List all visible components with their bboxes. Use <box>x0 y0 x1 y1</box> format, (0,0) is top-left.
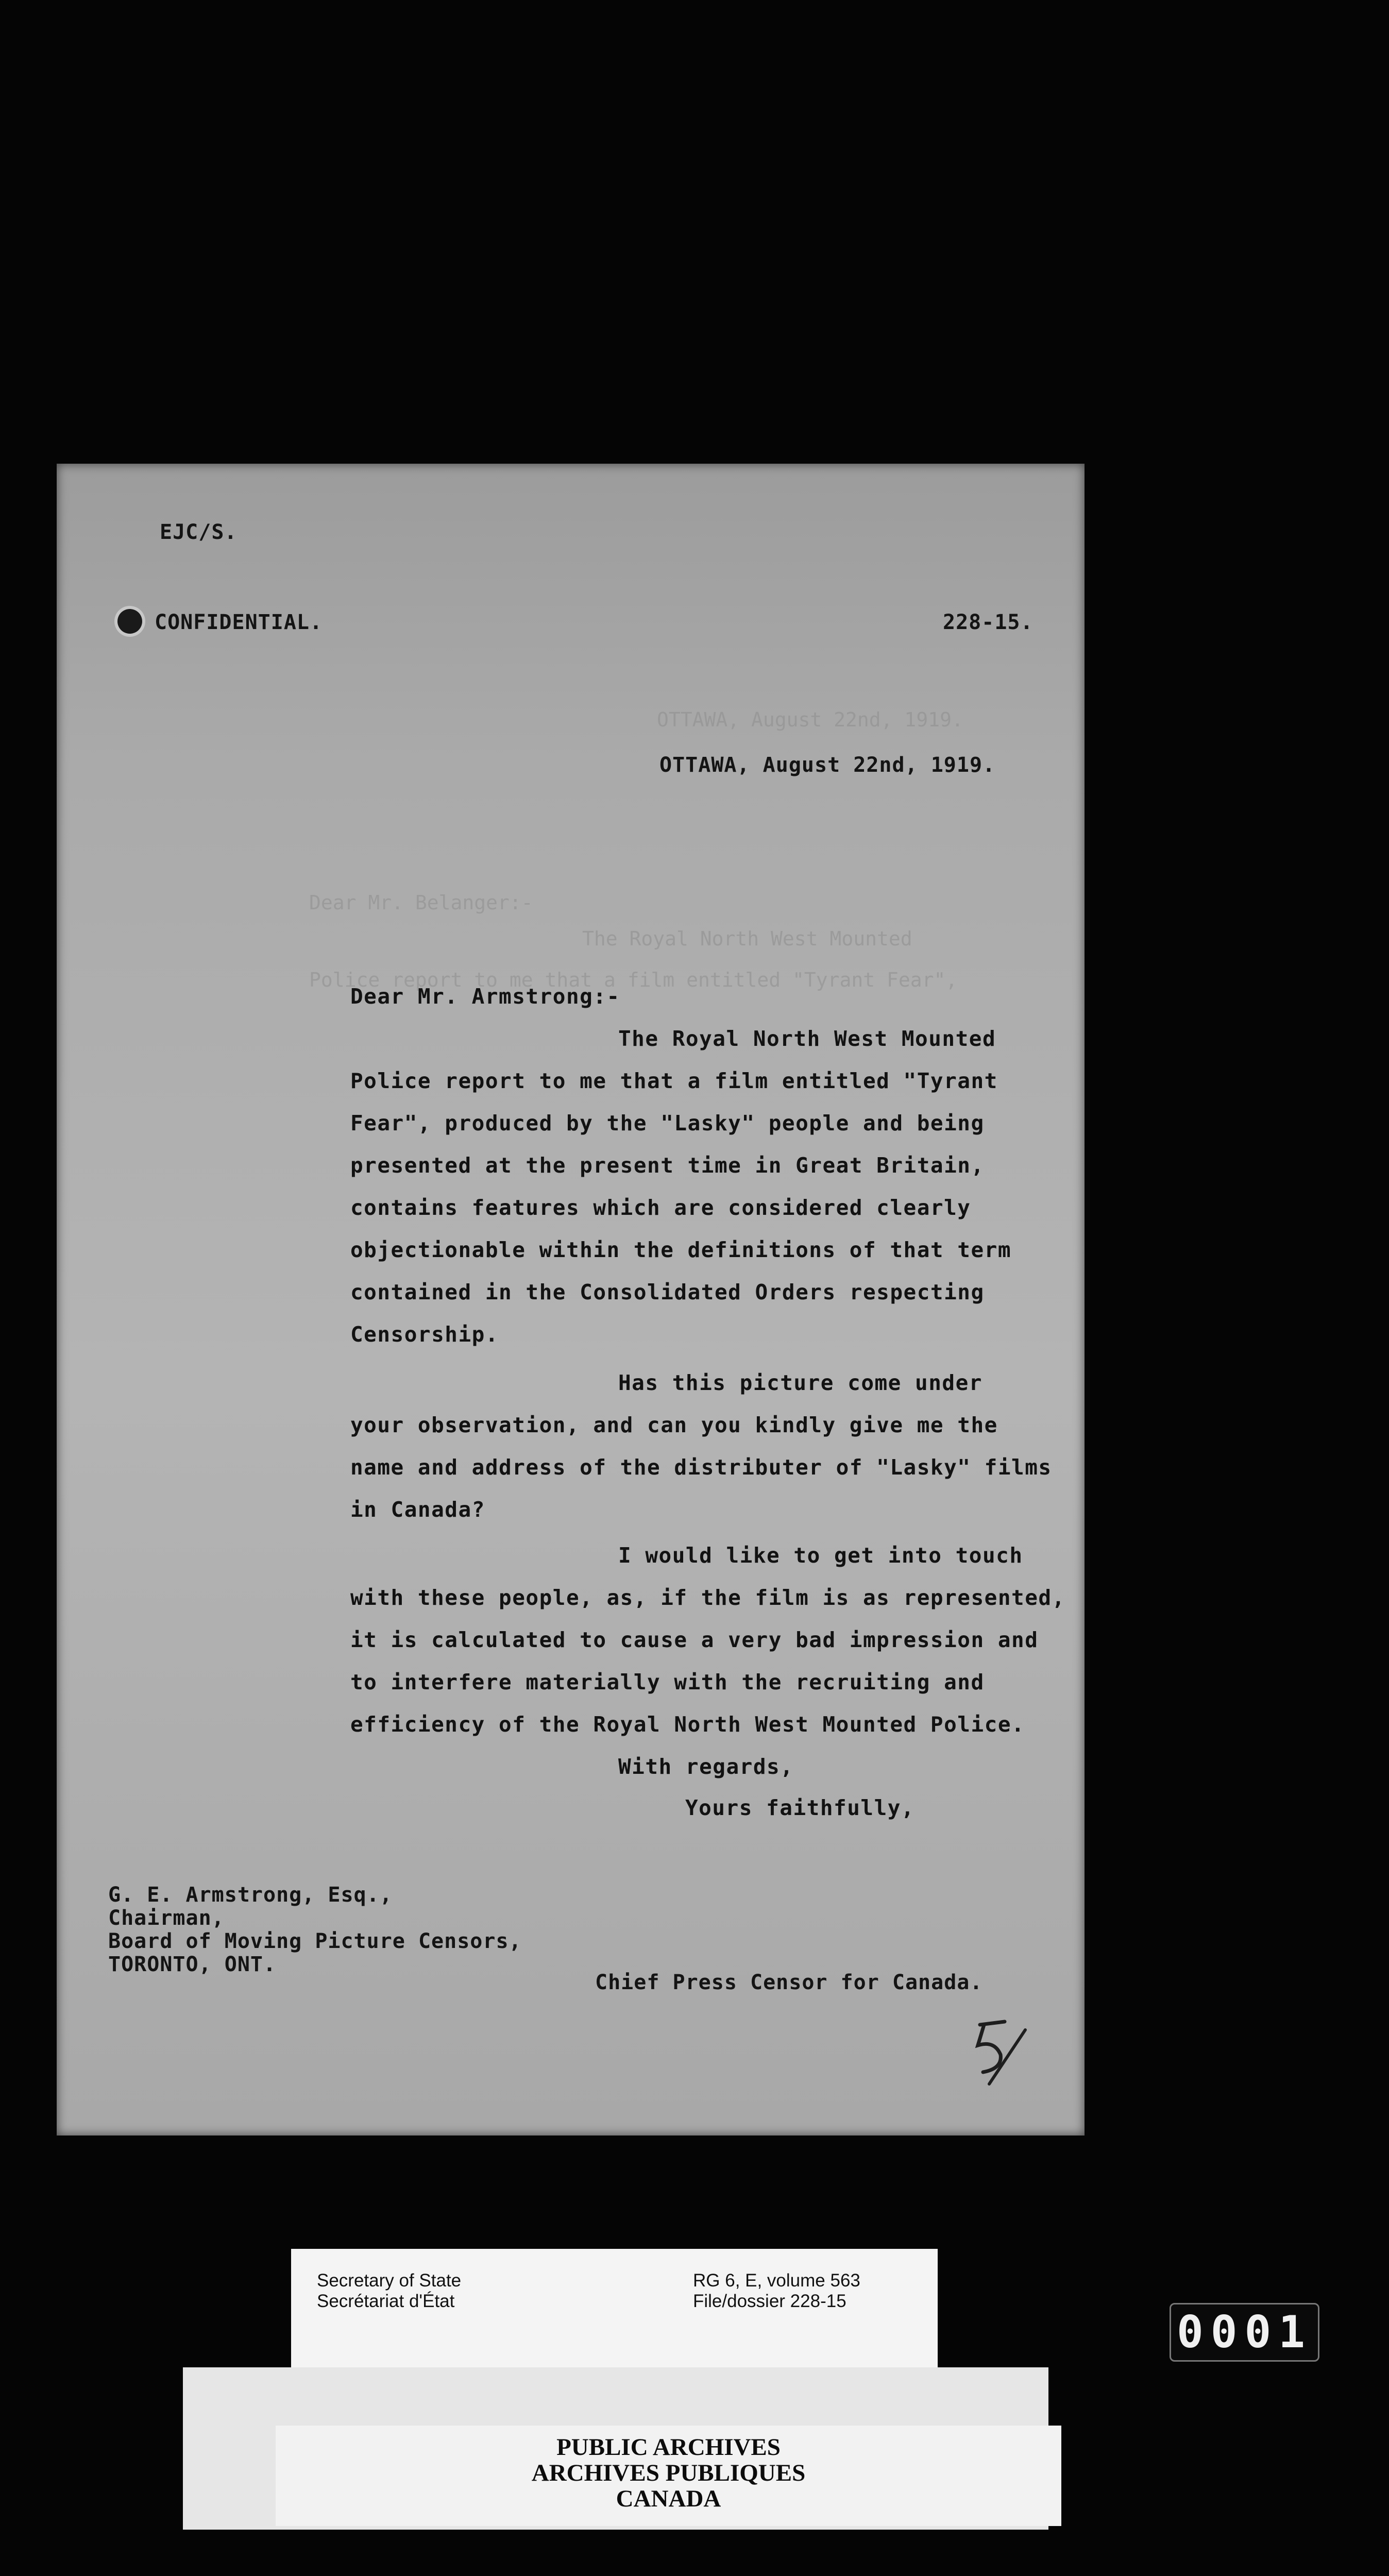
recipient-board: Board of Moving Picture Censors, <box>108 1929 522 1953</box>
letter-date: OTTAWA, August 22nd, 1919. <box>659 753 996 777</box>
body-line: The Royal North West Mounted <box>618 1026 996 1051</box>
classification-label: CONFIDENTIAL. <box>155 611 323 634</box>
body-line: contained in the Consolidated Orders respecting <box>350 1280 985 1304</box>
file-number: 228-15. <box>943 611 1034 634</box>
body-line: name and address of the distributer of "Lasky" films <box>350 1455 1052 1480</box>
body-line: in Canada? <box>350 1497 485 1522</box>
file-dossier: File/dossier 228-15 <box>693 2291 846 2311</box>
letter-page <box>57 464 1085 2136</box>
reference-initials: EJC/S. <box>160 520 238 544</box>
body-line: Has this picture come under <box>618 1370 983 1395</box>
department-en: Secretary of State <box>317 2270 462 2291</box>
body-line: it is calculated to cause a very bad impression and <box>350 1628 1039 1652</box>
body-line: Police report to me that a film entitled "Tyrant <box>350 1069 998 1093</box>
body-line: your observation, and can you kindly give me the <box>350 1413 998 1437</box>
body-line: presented at the present time in Great Britain, <box>350 1153 985 1178</box>
bleed-through-text: Police report to me that a film entitled "Tyrant Fear", <box>309 969 958 991</box>
bleed-through-text: The Royal North West Mounted <box>582 927 912 950</box>
archive-line-3: CANADA <box>616 2485 721 2512</box>
body-line: contains features which are considered clearly <box>350 1195 971 1220</box>
frame-counter-value: 0001 <box>1176 2307 1313 2358</box>
recipient-title: Chairman, <box>108 1906 225 1930</box>
body-line: with these people, as, if the film is as represented, <box>350 1585 1065 1610</box>
body-line: efficiency of the Royal North West Mounted Police. <box>350 1712 1025 1737</box>
body-line: objectionable within the definitions of that term <box>350 1238 1012 1262</box>
bleed-through-text: OTTAWA, August 22nd, 1919. <box>657 708 963 731</box>
signature-title: Chief Press Censor for Canada. <box>595 1971 983 1994</box>
record-group: RG 6, E, volume 563 <box>693 2270 860 2291</box>
closing-regards: With regards, <box>618 1754 794 1779</box>
body-line: Fear", produced by the "Lasky" people and being <box>350 1111 985 1136</box>
punch-hole <box>117 609 142 634</box>
body-line: to interfere materially with the recruiting and <box>350 1670 985 1694</box>
body-line: Censorship. <box>350 1322 499 1347</box>
archive-line-2: ARCHIVES PUBLIQUES <box>531 2460 806 2486</box>
salutation: Dear Mr. Armstrong:- <box>350 984 620 1009</box>
department-fr: Secrétariat d'État <box>317 2291 455 2311</box>
archive-line-1: PUBLIC ARCHIVES <box>556 2434 781 2461</box>
bleed-through-text: Dear Mr. Belanger:- <box>309 891 533 914</box>
frame-counter <box>1170 2303 1319 2362</box>
closing-faithfully: Yours faithfully, <box>685 1795 915 1820</box>
archive-label <box>276 2426 1061 2526</box>
handwritten-page-mark <box>969 2014 1036 2087</box>
recipient-name: G. E. Armstrong, Esq., <box>108 1883 393 1907</box>
body-line: I would like to get into touch <box>618 1543 1023 1568</box>
recipient-city: TORONTO, ONT. <box>108 1953 277 1976</box>
